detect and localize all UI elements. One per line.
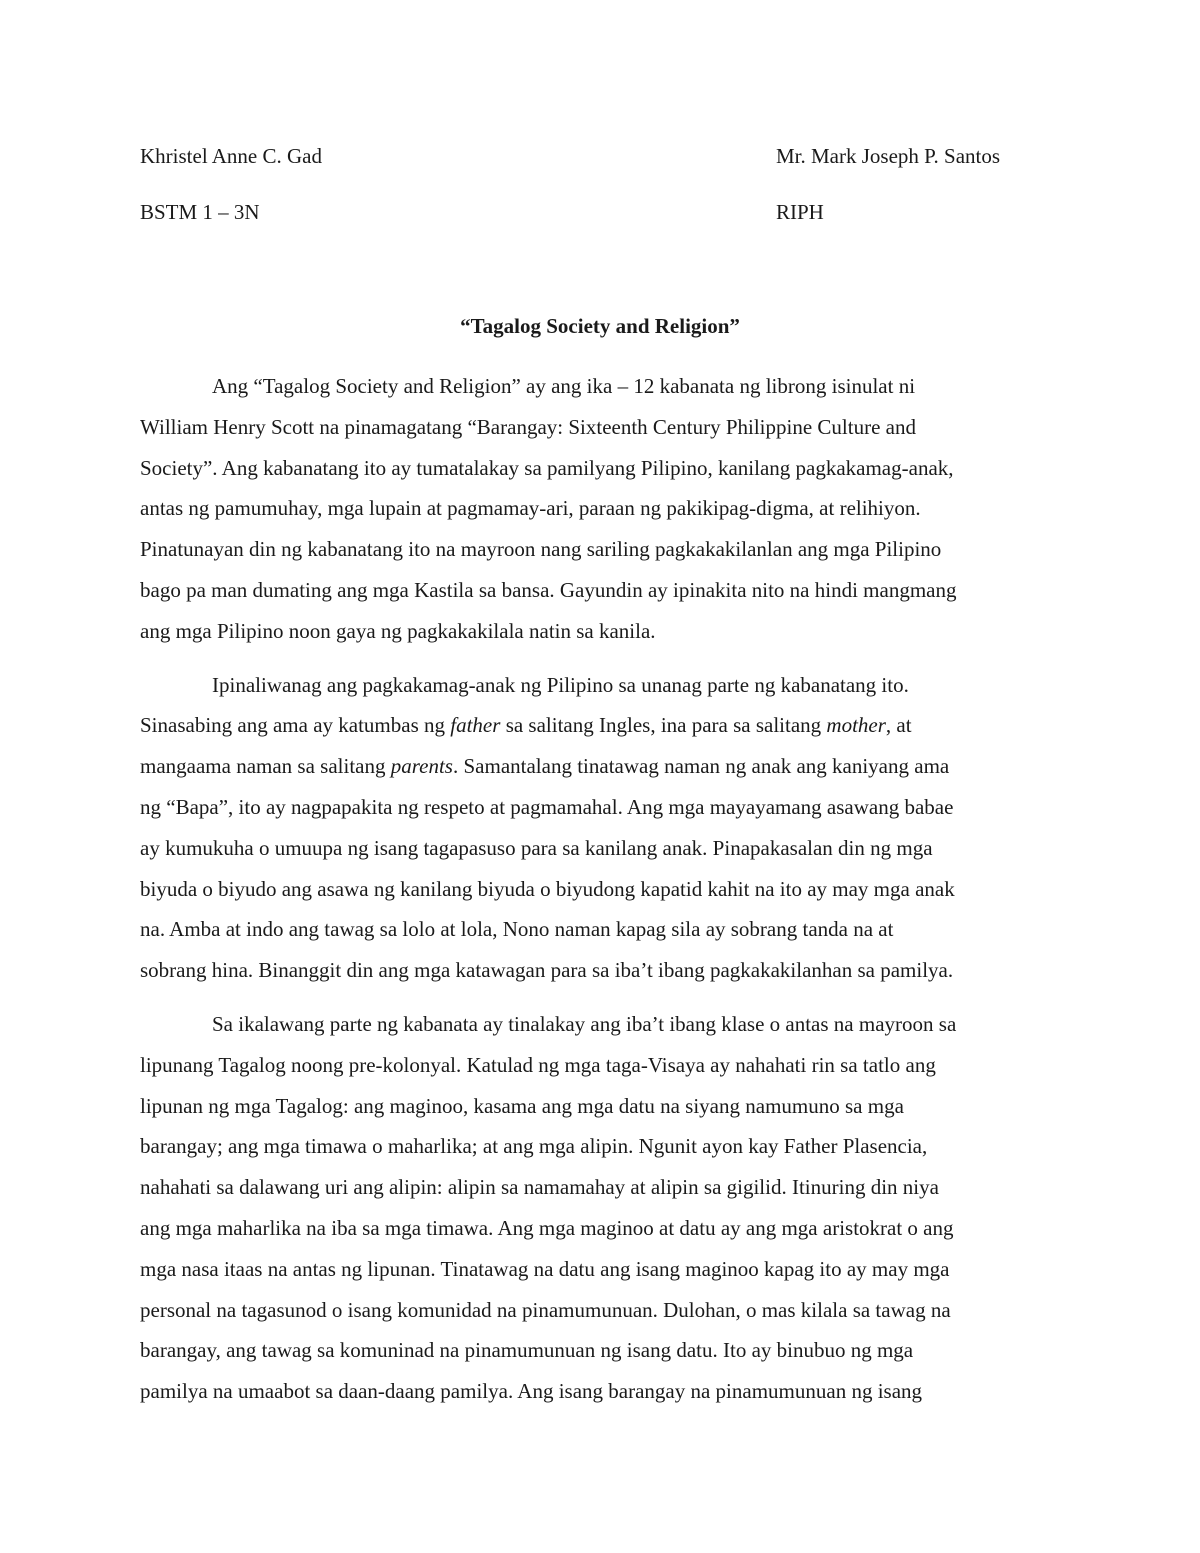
student-name: Khristel Anne C. Gad (140, 144, 322, 168)
paragraph-line: na. Amba at indo ang tawag sa lolo at lola, Nono naman kapag sila ay sobrang tanda na at (140, 917, 894, 942)
paragraph-line: mga nasa itaas na antas ng lipunan. Tinatawag na datu ang isang maginoo kapag ito ay may mga (140, 1256, 950, 1281)
paragraph-3 (140, 1004, 1060, 1412)
paragraph-line: ang mga Pilipino noon gaya ng pagkakakilala natin sa kanila. (140, 618, 656, 643)
italic-term: father (450, 713, 501, 738)
paragraph-line: ng “Bapa”, ito ay nagpapakita ng respeto at pagmamahal. Ang mga mayayamang asawang babae (140, 794, 954, 819)
header-row-2 (140, 198, 1060, 226)
paragraph-line: Pinatunayan din ng kabanatang ito na mayroon nang sariling pagkakakilanlan ang mga Pilipino (140, 537, 942, 562)
paragraph-line: Sa ikalawang parte ng kabanata ay tinalakay ang iba’t ibang klase o antas na mayroon sa (212, 1011, 957, 1036)
paragraph-1 (140, 366, 1060, 652)
paragraph-line: barangay, ang tawag sa komuninad na pinamumunuan ng isang datu. Ito ay binubuo ng mga (140, 1338, 914, 1363)
paragraph-line: lipunan ng mga Tagalog: ang maginoo, kasama ang mga datu na siyang namumuno sa mga (140, 1093, 904, 1118)
italic-term: parents (390, 754, 453, 779)
paragraph-line: Ipinaliwanag ang pagkakamag-anak ng Pilipino sa unanag parte ng kabanatang ito. (212, 672, 909, 697)
paragraph-line: ay kumukuha o umuupa ng isang tagapasuso para sa kanilang anak. Pinapakasalan din ng mga (140, 835, 933, 860)
paragraph-line: Ang “Tagalog Society and Religion” ay ang ika – 12 kabanata ng librong isinulat ni (212, 374, 916, 398)
paragraph-line: pamilya na umaabot sa daan-daang pamilya. Ang isang barangay na pinamumunuan ng isang (140, 1379, 923, 1404)
course-code: RIPH (776, 200, 824, 224)
paragraph-line: antas ng pamumuhay, mga lupain at pagmamay-ari, paraan ng pakikipag-digma, at relihiyon. (140, 496, 921, 521)
paragraph-line: ang mga maharlika na iba sa mga timawa. Ang mga maginoo at datu ay ang mga aristokrat o ang (140, 1215, 954, 1240)
text-run: mangaama naman sa salitang (140, 754, 391, 779)
text-run: sa salitang Ingles, ina para sa salitang (500, 713, 827, 738)
paragraph-line: Society”. Ang kabanatang ito ay tumatalakay sa pamilyang Pilipino, kanilang pagkakamag-anak, (140, 455, 954, 480)
instructor-name: Mr. Mark Joseph P. Santos (776, 144, 1001, 168)
document-title: “Tagalog Society and Religion” (460, 314, 740, 338)
document-body (140, 366, 1060, 1425)
header-row-1 (140, 142, 1060, 170)
paragraph-line: William Henry Scott na pinamagatang “Barangay: Sixteenth Century Philippine Culture and (140, 414, 916, 439)
paragraph-line: nahahati sa dalawang uri ang alipin: alipin sa namamahay at alipin sa gigilid. Itinuring din niya (140, 1175, 939, 1200)
text-run: Sinasabing ang ama ay katumbas ng (140, 713, 451, 738)
italic-term: mother (826, 713, 886, 738)
paragraph-line (140, 705, 1060, 746)
paragraph-line: sobrang hina. Binanggit din ang mga katawagan para sa iba’t ibang pagkakakilanhan sa pamilya. (140, 958, 954, 983)
paragraph-line: bago pa man dumating ang mga Kastila sa bansa. Gayundin ay ipinakita nito na hindi mangmang (140, 577, 957, 602)
text-run: , at (885, 713, 912, 738)
paragraph-line (140, 746, 1060, 787)
student-section: BSTM 1 – 3N (140, 200, 260, 224)
paragraph-2 (140, 665, 1060, 991)
paragraph-line: personal na tagasunod o isang komunidad na pinamumunuan. Dulohan, o mas kilala sa tawag na (140, 1297, 951, 1322)
text-run: . Samantalang tinatawag naman ng anak ang kaniyang ama (452, 754, 950, 779)
paragraph-line: barangay; ang mga timawa o maharlika; at ang mga alipin. Ngunit ayon kay Father Plasencia, (140, 1134, 928, 1159)
paragraph-line: lipunang Tagalog noong pre-kolonyal. Katulad ng mga taga-Visaya ay nahahati rin sa tatlo ang (140, 1052, 936, 1077)
paragraph-line: biyuda o biyudo ang asawa ng kanilang biyuda o biyudong kapatid kahit na ito ay may mga anak (140, 876, 955, 901)
